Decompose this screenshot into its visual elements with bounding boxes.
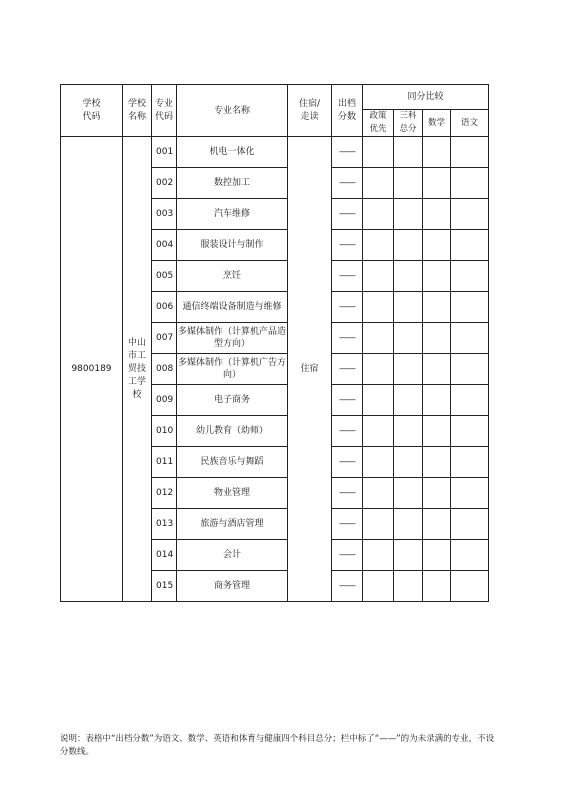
score-value: ——: [332, 323, 363, 354]
header-major-code: 专业代码: [152, 85, 177, 137]
header-compare-group: 同分比较: [363, 85, 489, 110]
major-code: 012: [152, 478, 177, 509]
chinese-cell: [451, 385, 489, 416]
three-total-cell: [394, 168, 423, 199]
policy-cell: [363, 385, 394, 416]
three-total-cell: [394, 571, 423, 602]
admission-score-table: [60, 84, 489, 602]
chinese-cell: [451, 137, 489, 168]
major-code: 009: [152, 385, 177, 416]
header-score: 出档分数: [332, 85, 363, 137]
chinese-cell: [451, 354, 489, 385]
score-value: ——: [332, 230, 363, 261]
major-code: 010: [152, 416, 177, 447]
major-code: 006: [152, 292, 177, 323]
table-body: [61, 137, 489, 602]
table-row: [61, 137, 489, 168]
major-code: 013: [152, 509, 177, 540]
score-value: ——: [332, 540, 363, 571]
header-boarding: 住宿/走读: [288, 85, 332, 137]
policy-cell: [363, 354, 394, 385]
score-value: ——: [332, 168, 363, 199]
three-total-cell: [394, 354, 423, 385]
chinese-cell: [451, 261, 489, 292]
major-name: 机电一体化: [177, 137, 288, 168]
three-total-cell: [394, 199, 423, 230]
major-code: 014: [152, 540, 177, 571]
policy-cell: [363, 323, 394, 354]
math-cell: [423, 168, 451, 199]
math-cell: [423, 292, 451, 323]
major-name: 旅游与酒店管理: [177, 509, 288, 540]
policy-cell: [363, 168, 394, 199]
header-math: 数学: [423, 110, 451, 137]
major-code: 015: [152, 571, 177, 602]
math-cell: [423, 354, 451, 385]
chinese-cell: [451, 447, 489, 478]
math-cell: [423, 447, 451, 478]
major-name: 商务管理: [177, 571, 288, 602]
three-total-cell: [394, 137, 423, 168]
major-code: 005: [152, 261, 177, 292]
major-name: 多媒体制作（计算机产品造型方向）: [177, 323, 288, 354]
math-cell: [423, 230, 451, 261]
policy-cell: [363, 571, 394, 602]
three-total-cell: [394, 540, 423, 571]
major-name: 电子商务: [177, 385, 288, 416]
chinese-cell: [451, 292, 489, 323]
math-cell: [423, 509, 451, 540]
score-value: ——: [332, 509, 363, 540]
score-value: ——: [332, 385, 363, 416]
header-school-code: 学校代码: [61, 85, 123, 137]
policy-cell: [363, 447, 394, 478]
major-name: 数控加工: [177, 168, 288, 199]
major-name: 会计: [177, 540, 288, 571]
policy-cell: [363, 199, 394, 230]
major-name: 通信终端设备制造与维修: [177, 292, 288, 323]
major-name: 多媒体制作（计算机广告方向）: [177, 354, 288, 385]
score-value: ——: [332, 354, 363, 385]
score-value: ——: [332, 416, 363, 447]
three-total-cell: [394, 261, 423, 292]
major-name: 服装设计与制作: [177, 230, 288, 261]
policy-cell: [363, 261, 394, 292]
major-code: 007: [152, 323, 177, 354]
score-value: ——: [332, 571, 363, 602]
header-three-total: 三科总分: [394, 110, 423, 137]
score-value: ——: [332, 447, 363, 478]
three-total-cell: [394, 416, 423, 447]
three-total-cell: [394, 292, 423, 323]
score-value: ——: [332, 478, 363, 509]
major-code: 004: [152, 230, 177, 261]
three-total-cell: [394, 385, 423, 416]
chinese-cell: [451, 230, 489, 261]
major-name: 汽车维修: [177, 199, 288, 230]
policy-cell: [363, 230, 394, 261]
school-code: 9800189: [61, 137, 123, 602]
policy-cell: [363, 540, 394, 571]
math-cell: [423, 416, 451, 447]
header-school-name: 学校名称: [123, 85, 152, 137]
chinese-cell: [451, 416, 489, 447]
policy-cell: [363, 416, 394, 447]
major-code: 008: [152, 354, 177, 385]
chinese-cell: [451, 509, 489, 540]
major-name: 民族音乐与舞蹈: [177, 447, 288, 478]
score-value: ——: [332, 261, 363, 292]
math-cell: [423, 199, 451, 230]
math-cell: [423, 385, 451, 416]
policy-cell: [363, 478, 394, 509]
footnote: 说明：表格中“出档分数”为语文、数学、英语和体育与健康四个科目总分；栏中标了“——”的为未录满的专业，不设分数线。: [60, 734, 495, 757]
three-total-cell: [394, 478, 423, 509]
math-cell: [423, 137, 451, 168]
score-value: ——: [332, 199, 363, 230]
math-cell: [423, 571, 451, 602]
major-code: 001: [152, 137, 177, 168]
policy-cell: [363, 137, 394, 168]
math-cell: [423, 540, 451, 571]
chinese-cell: [451, 478, 489, 509]
header-chinese: 语文: [451, 110, 489, 137]
school-name: 中山市工贸技工学校: [123, 137, 152, 602]
major-code: 011: [152, 447, 177, 478]
policy-cell: [363, 292, 394, 323]
three-total-cell: [394, 509, 423, 540]
header-major-name: 专业名称: [177, 85, 288, 137]
chinese-cell: [451, 571, 489, 602]
three-total-cell: [394, 323, 423, 354]
major-code: 003: [152, 199, 177, 230]
chinese-cell: [451, 199, 489, 230]
three-total-cell: [394, 230, 423, 261]
chinese-cell: [451, 540, 489, 571]
score-value: ——: [332, 292, 363, 323]
math-cell: [423, 478, 451, 509]
major-name: 物业管理: [177, 478, 288, 509]
policy-cell: [363, 509, 394, 540]
chinese-cell: [451, 168, 489, 199]
math-cell: [423, 323, 451, 354]
math-cell: [423, 261, 451, 292]
score-value: ——: [332, 137, 363, 168]
header-policy: 政策优先: [363, 110, 394, 137]
three-total-cell: [394, 447, 423, 478]
major-code: 002: [152, 168, 177, 199]
major-name: 烹饪: [177, 261, 288, 292]
major-name: 幼儿教育（幼师）: [177, 416, 288, 447]
chinese-cell: [451, 323, 489, 354]
boarding-value: 住宿: [288, 137, 332, 602]
